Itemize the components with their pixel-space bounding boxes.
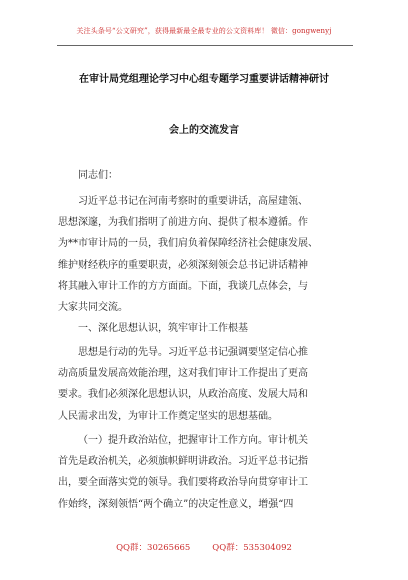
paragraph-line: （一）提升政治站位，把握审计工作方向。审计机关 (78, 435, 308, 446)
document-title-line-1: 在审计局党组理论学习中心组专题学习重要讲话精神研讨 (79, 74, 329, 85)
paragraph-line: 将其融入审计工作的方方面面。下面，我谈几点体会，与 (58, 280, 308, 292)
paragraph-line: 作始终，深刻领悟“两个确立”的决定性意义，增强“四 (58, 498, 294, 510)
section-heading-text: 一、深化思想认识，筑牢审计工作根基 (78, 323, 248, 334)
paragraph-line: 首先是政治机关，必须旗帜鲜明讲政治。习近平总书记指 (58, 456, 308, 468)
paragraph-line: 大家共同交流。 (58, 301, 128, 313)
paragraph-thought (58, 342, 352, 427)
paragraph-line: 维护财经秩序的重要职责，必须深刻领会总书记讲话精神 (58, 259, 308, 271)
paragraph-line: 人民需求出发，为审计工作奠定坚实的思想基础。 (58, 410, 278, 422)
paragraph-line: 思想是行动的先导。习近平总书记强调要坚定信心推 (78, 347, 308, 358)
header-banner: 关注头条号“公文研究”，获得最新最全最专业的公文资料库！ 微信：gongwenyj (76, 27, 332, 35)
paragraph-line: 要求。我们必须深化思想认识，从政治高度、发展大局和 (58, 389, 308, 401)
salutation-text: 同志们： (78, 170, 118, 181)
section-heading-1 (58, 318, 352, 339)
paragraph-line: 出，要全面落实党的领导。我们要将政治导向贯穿审计工 (58, 477, 308, 489)
paragraph-line: 习近平总书记在河南考察时的重要讲话，高屋建瓴、 (78, 196, 308, 207)
footer-qq-group-2: QQ群：535304092 (212, 543, 292, 553)
header-divider (57, 45, 353, 46)
footer-qq-group-1: QQ群：30265665 (116, 543, 191, 553)
paragraph-line: 动高质量发展高效能治理，这对我们审计工作提出了更高 (58, 368, 308, 380)
paragraph-line: 思想深邃，为我们指明了前进方向、提供了根本遵循。作 (58, 217, 308, 229)
paragraph-intro (58, 191, 352, 318)
document-title-line-2: 会上的交流发言 (169, 125, 239, 136)
salutation (58, 165, 352, 186)
footer-contact (0, 541, 408, 553)
paragraph-line: 为**市审计局的一员，我们肩负着保障经济社会健康发展、 (58, 238, 318, 250)
paragraph-political (58, 430, 352, 515)
